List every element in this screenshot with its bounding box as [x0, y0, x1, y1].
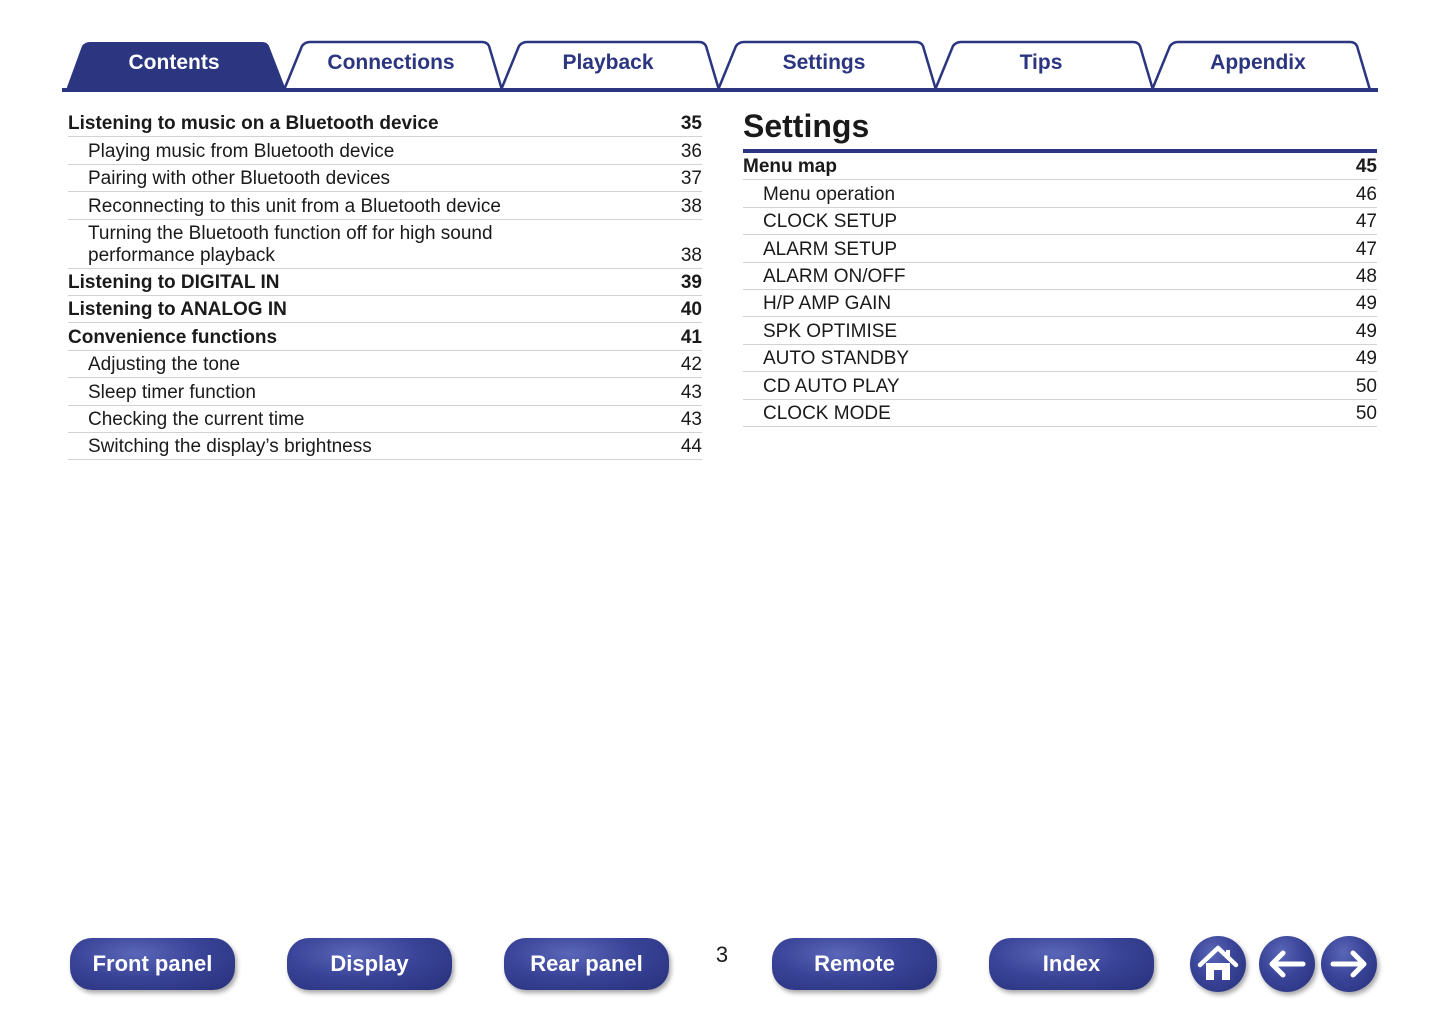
display-button[interactable]: Display: [287, 938, 452, 990]
toc-row[interactable]: [743, 317, 1377, 344]
front-panel-button[interactable]: Front panel: [70, 938, 235, 990]
tab-label-tips[interactable]: Tips: [1019, 51, 1063, 74]
toc-right-column: [743, 108, 1377, 427]
toc-page: 49: [1355, 348, 1377, 370]
toc-title: ALARM SETUP: [763, 238, 898, 260]
tab-label-contents[interactable]: Contents: [128, 51, 220, 74]
page-number: 3: [715, 942, 729, 967]
toc-row[interactable]: [743, 180, 1377, 207]
forward-button[interactable]: [1321, 936, 1377, 992]
toc-row[interactable]: [68, 296, 702, 323]
index-button[interactable]: Index: [989, 938, 1154, 990]
toc-page: 38: [680, 195, 702, 217]
toc-page: 48: [1355, 265, 1377, 287]
toc-row[interactable]: [743, 208, 1377, 235]
toc-title: Convenience functions: [68, 326, 278, 348]
toc-page: 43: [680, 408, 702, 430]
rear-panel-button[interactable]: Rear panel: [504, 938, 669, 990]
toc-row[interactable]: [68, 269, 702, 296]
toc-title: CLOCK SETUP: [763, 211, 898, 233]
toc-page: 47: [1355, 238, 1377, 260]
toc-row[interactable]: [68, 378, 702, 405]
toc-page: 39: [680, 271, 702, 293]
toc-title: Sleep timer function: [88, 381, 256, 403]
toc-page: 42: [680, 354, 702, 376]
toc-row[interactable]: [68, 192, 702, 219]
toc-row[interactable]: [68, 433, 702, 460]
toc-title: Listening to DIGITAL IN: [68, 271, 280, 293]
toc-page: 43: [680, 381, 702, 403]
toc-page: 44: [680, 436, 702, 458]
toc-row[interactable]: [743, 263, 1377, 290]
toc-row[interactable]: [743, 153, 1377, 180]
toc-page: 40: [680, 299, 702, 321]
section-title: Settings: [743, 108, 1377, 153]
arrow-left-icon: [1259, 936, 1315, 992]
toc-title: Pairing with other Bluetooth devices: [88, 168, 391, 190]
toc-title: SPK OPTIMISE: [763, 320, 898, 342]
toc-title: AUTO STANDBY: [763, 348, 910, 370]
toc-page: 38: [680, 244, 702, 266]
home-button[interactable]: [1190, 936, 1246, 992]
toc-row[interactable]: [68, 351, 702, 378]
toc-title: Turning the Bluetooth function off for high sound performance playback: [88, 222, 493, 266]
tab-label-playback[interactable]: Playback: [562, 51, 654, 74]
tab-label-connections[interactable]: Connections: [327, 51, 455, 74]
toc-row[interactable]: [68, 220, 702, 269]
back-button[interactable]: [1259, 936, 1315, 992]
toc-row[interactable]: [743, 372, 1377, 399]
remote-button[interactable]: Remote: [772, 938, 937, 990]
tab-bar: [62, 40, 1378, 96]
toc-row[interactable]: [68, 110, 702, 137]
tab-label-appendix[interactable]: Appendix: [1210, 51, 1306, 74]
toc-row[interactable]: [68, 323, 702, 350]
toc-page: 50: [1355, 375, 1377, 397]
toc-page: 41: [680, 326, 702, 348]
toc-page: 37: [680, 168, 702, 190]
toc-row[interactable]: [743, 400, 1377, 427]
toc-title: CLOCK MODE: [763, 402, 891, 424]
toc-page: 46: [1355, 183, 1377, 205]
toc-left-column: [68, 110, 702, 460]
tab-label-settings[interactable]: Settings: [782, 51, 866, 74]
toc-title: Menu map: [743, 156, 837, 178]
toc-row[interactable]: [743, 235, 1377, 262]
toc-page: 49: [1355, 293, 1377, 315]
toc-page: 45: [1355, 156, 1377, 178]
toc-title: Playing music from Bluetooth device: [88, 140, 395, 162]
toc-page: 49: [1355, 320, 1377, 342]
toc-title: ALARM ON/OFF: [763, 265, 906, 287]
toc-row[interactable]: [743, 290, 1377, 317]
toc-page: 36: [680, 140, 702, 162]
toc-row[interactable]: [68, 137, 702, 164]
toc-page: 47: [1355, 211, 1377, 233]
toc-page: 35: [680, 113, 702, 135]
toc-title: Listening to music on a Bluetooth device: [68, 113, 439, 135]
toc-title: Menu operation: [763, 183, 896, 205]
toc-title: Adjusting the tone: [88, 354, 241, 376]
toc-row[interactable]: [68, 406, 702, 433]
toc-row[interactable]: [68, 165, 702, 192]
toc-title: Reconnecting to this unit from a Bluetooth device: [88, 195, 501, 217]
toc-title: Checking the current time: [88, 408, 305, 430]
toc-title: CD AUTO PLAY: [763, 375, 900, 397]
home-icon: [1190, 936, 1246, 992]
toc-title: Switching the display’s brightness: [88, 436, 372, 458]
toc-page: 50: [1355, 402, 1377, 424]
arrow-right-icon: [1321, 936, 1377, 992]
toc-title: Listening to ANALOG IN: [68, 299, 287, 321]
toc-title: H/P AMP GAIN: [763, 293, 892, 315]
toc-row[interactable]: [743, 345, 1377, 372]
